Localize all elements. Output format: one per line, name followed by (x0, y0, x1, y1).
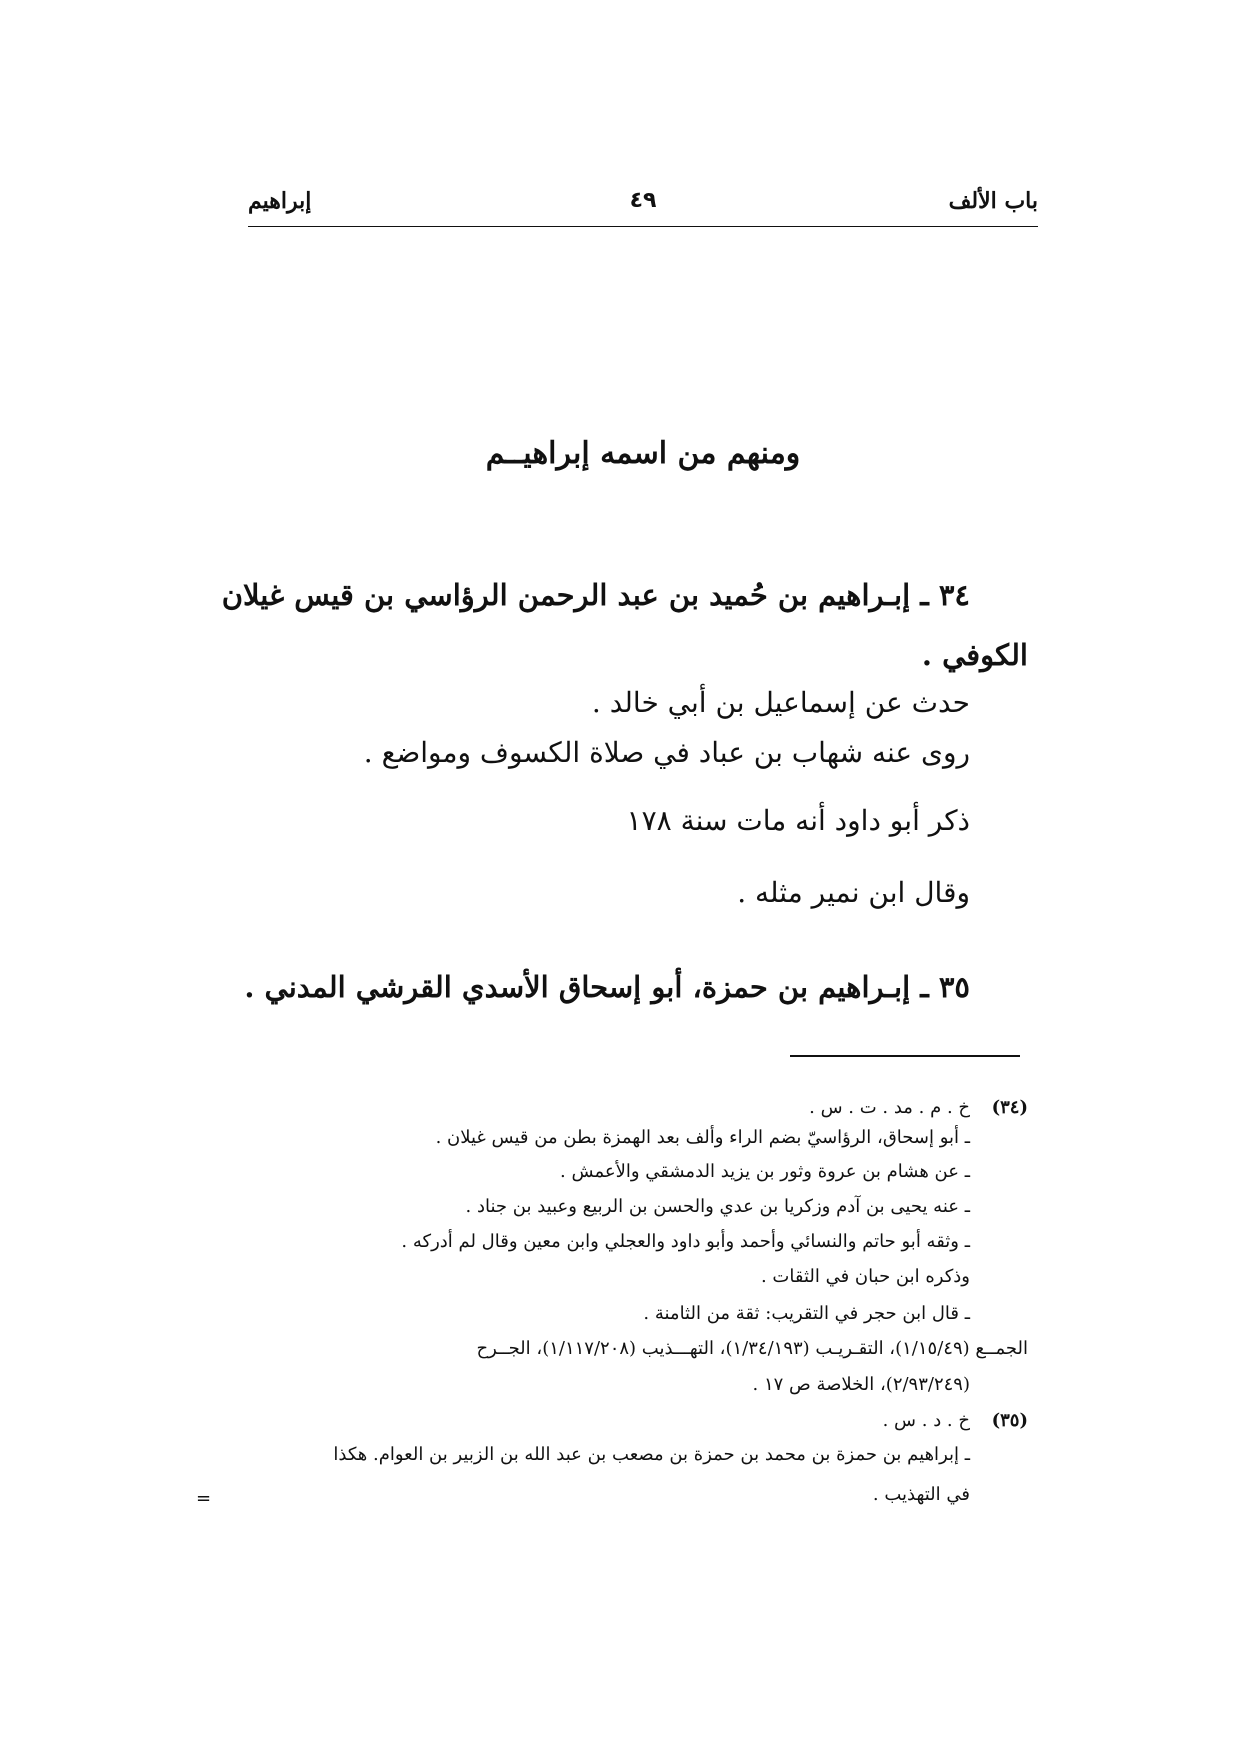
entry-34-title-cont: الكوفي . (921, 638, 1028, 672)
chapter-title: باب الألف (948, 188, 1038, 214)
footnote-number: (٣٥) (991, 1410, 1028, 1431)
entry-35-title: ٣٥ ـ إبـراهيم بن حمزة، أبو إسحاق الأسدي القرشي المدني . (244, 970, 970, 1004)
running-title: إبراهيم (248, 188, 312, 214)
section-heading: ومنهم من اسمه إبراهيــم (485, 436, 801, 471)
footnote-34-line: وذكره ابن حبان في الثقات . (760, 1266, 970, 1287)
entry-34-title: ٣٤ ـ إبـراهيم بن حُميد بن عبد الرحمن الرؤاسي بن قيس غيلان (221, 578, 970, 612)
footnote-35-number (992, 1410, 1028, 1431)
footnote-34-line: ـ عنه يحيى بن آدم وزكريا بن عدي والحسن بن الربيع وعبيد بن جناد . (465, 1196, 970, 1217)
footnote-34-line: الجمــع (١/١٥/٤٩)، التقـريـب (١/٣٤/١٩٣)، التهـــذيب (١/١١٧/٢٠٨)، الجــرح (476, 1338, 1028, 1359)
entry-34-line: حدث عن إسماعيل بن أبي خالد . (591, 686, 970, 719)
page-number: ٤٩ (629, 188, 657, 213)
footnote-34-line: (٢/٩٣/٢٤٩)، الخلاصة ص ١٧ . (752, 1374, 970, 1395)
footnote-35-line: ـ إبراهيم بن حمزة بن محمد بن حمزة بن مصعب بن عبد الله بن الزبير بن العوام. هكذا (333, 1444, 970, 1465)
continuation-mark: = (196, 1488, 212, 1509)
entry-34-line: روى عنه شهاب بن عباد في صلاة الكسوف ومواضع . (363, 736, 970, 769)
entry-34-line: وقال ابن نمير مثله . (737, 876, 970, 909)
footnote-34-line: ـ أبو إسحاق، الرؤاسيّ بضم الراء وألف بعد الهمزة بطن من قيس غيلان . (435, 1127, 970, 1148)
running-header (248, 186, 1038, 227)
footnote-number: (٣٤) (991, 1097, 1028, 1118)
footnote-34-line: ـ عن هشام بن عروة وثور بن يزيد الدمشقي والأعمش . (560, 1161, 970, 1182)
footnote-rule (790, 1055, 1020, 1057)
footnote-34-line: خ . م . مد . ت . س . (809, 1097, 970, 1118)
entry-34-line: ذكر أبو داود أنه مات سنة ١٧٨ (626, 804, 970, 837)
footnote-34-line: ـ قال ابن حجر في التقريب: ثقة من الثامنة . (643, 1303, 970, 1324)
footnote-34-line: ـ وثقه أبو حاتم والنسائي وأحمد وأبو داود والعجلي وابن معين وقال لم أدركه . (401, 1231, 970, 1252)
footnote-35-line: في التهذيب . (872, 1484, 970, 1505)
footnote-35-line: خ . د . س . (882, 1410, 970, 1431)
footnote-34-number (992, 1097, 1028, 1118)
